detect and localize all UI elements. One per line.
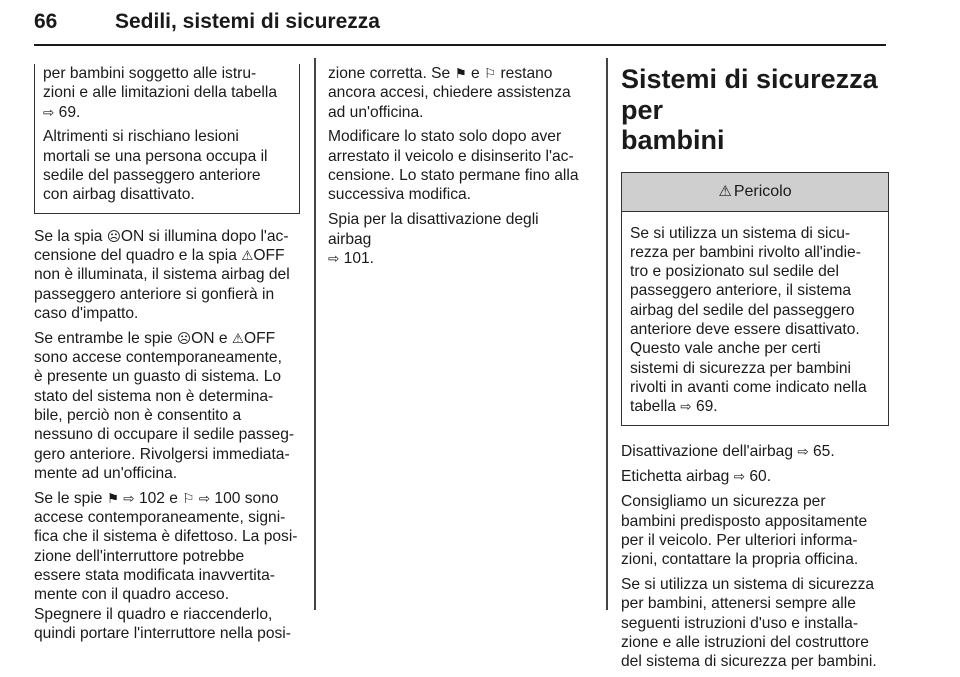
text-line: tro e posizionato sul sedile del [630, 263, 839, 281]
text-line: Questo vale anche per certi [630, 340, 821, 358]
arrow-right-icon: ⇨ [328, 250, 340, 266]
seat-fault-icon: ⚑ [106, 490, 119, 506]
text-run: Se entrambe le spie [34, 329, 178, 347]
text-line: arrestato il veicolo e disinserito l'ac- [328, 147, 574, 165]
cross-reference-link[interactable]: 69. [695, 398, 718, 416]
paragraph-airbag-deactivation [621, 442, 889, 461]
text-line: ancora accesi, chiedere assistenza [328, 84, 571, 102]
airbag-fault-icon: ⚐ [484, 66, 497, 81]
text-line: Se si utilizza un sistema di sicurezza [621, 576, 875, 594]
paragraph-airbag-label [621, 467, 889, 486]
text-line: Spia per la disattivazione degli airbag [328, 211, 539, 248]
text-run: censione del quadro e la spia [34, 246, 242, 264]
seat-fault-icon: ⚑ [454, 66, 467, 81]
text-run: restano [496, 65, 553, 82]
text-line: nessuno di occupare il sedile passeg- [34, 426, 295, 444]
cross-reference-link[interactable]: 65. [813, 443, 835, 461]
text-line: passeggero anteriore si gonfierà in [34, 285, 275, 303]
text-line: essere stata modificata inavvertita- [34, 566, 275, 584]
text-run: zione corretta. Se [328, 65, 455, 82]
header-rule [34, 44, 886, 46]
text-run: Se la spia [34, 227, 107, 245]
column-1 [34, 64, 300, 649]
cross-reference-link[interactable]: 101. [343, 249, 375, 267]
text-line: sono accese contemporaneamente, [34, 349, 282, 367]
paragraph-recommendation [621, 492, 889, 569]
column-2 [328, 64, 586, 274]
text-line: successiva modifica. [328, 186, 471, 204]
text-run: Se le spie [34, 489, 107, 507]
text-line: fica che il sistema è difettoso. La posi- [34, 528, 298, 546]
airbag-on-icon: ☹ [106, 228, 121, 244]
text-line: caso d'impatto. [34, 304, 139, 322]
column-divider-2 [606, 58, 608, 610]
paragraph-instructions [621, 575, 889, 671]
text-run: Disattivazione dell'airbag [621, 443, 798, 461]
paragraph-deactivation-light [328, 210, 586, 268]
text-line: Se si utilizza un sistema di sicu- [630, 224, 851, 242]
paragraph-correct-position [328, 64, 586, 122]
paragraph-both-lights [34, 329, 300, 483]
warning-triangle-icon: ⚠ [718, 182, 732, 200]
text-line: zioni, contattare la propria officina. [621, 551, 859, 569]
text-line: per bambini, attenersi sempre alle [621, 595, 856, 613]
column-3 [621, 64, 889, 677]
text-line: Modificare lo stato solo dopo aver [328, 128, 562, 146]
text-run: e [466, 65, 485, 82]
danger-box-body [622, 212, 888, 426]
danger-box [621, 172, 889, 427]
text-run: ON e [191, 329, 232, 347]
text-line: accese contemporaneamente, signi- [34, 509, 286, 527]
cross-reference-link[interactable]: 60. [749, 468, 772, 486]
arrow-right-icon: ⇨ [680, 399, 692, 415]
page-number: 66 [34, 10, 58, 33]
text-line: per il veicolo. Per ulteriori informa- [621, 531, 858, 549]
text-line: Altrimenti si rischiano lesioni [43, 128, 239, 146]
text-line: zioni e alle limitazioni della tabella [43, 84, 278, 102]
text-line: sedile del passeggero anteriore [43, 167, 261, 185]
box-paragraph-1 [43, 64, 291, 122]
paragraph-airbag-on [34, 227, 300, 323]
arrow-right-icon: ⇨ [733, 469, 746, 485]
text-line: quindi portare l'interruttore nella posi- [34, 624, 291, 642]
cross-reference-link[interactable]: 69. [58, 103, 81, 121]
continued-warning-box [34, 64, 300, 214]
section-heading [621, 64, 889, 156]
airbag-off-icon: ⚠ [231, 330, 244, 346]
text-line: non è illuminata, il sistema airbag del [34, 266, 290, 284]
danger-box-title: Pericolo [733, 182, 792, 200]
paragraph-fault-lights [34, 489, 300, 643]
text-run: OFF [253, 246, 285, 264]
arrow-right-icon: ⇨ [43, 104, 55, 120]
cross-reference-link[interactable]: 100 sono [214, 489, 279, 507]
airbag-off-icon: ⚠ [241, 247, 254, 263]
text-line: bile, perciò non è consentito a [34, 406, 242, 424]
text-line: passeggero anteriore, il sistema [630, 282, 852, 300]
airbag-fault-icon: ⚐ [182, 490, 195, 506]
danger-box-header [622, 173, 888, 212]
heading-line: bambini [621, 125, 725, 155]
text-line: seguenti istruzioni d'uso e installa- [621, 614, 859, 632]
text-line: censione. Lo stato permane fino alla [328, 167, 579, 185]
airbag-on-icon: ☹ [177, 330, 192, 346]
text-line: con airbag disattivato. [43, 186, 195, 204]
box-paragraph-2 [43, 127, 291, 204]
arrow-right-icon: ⇨ [797, 444, 809, 460]
text-line: bambini predisposto appositamente [621, 512, 868, 530]
text-line: Spegnere il quadro e riaccenderlo, [34, 605, 273, 623]
text-line: mortali se una persona occupa il [43, 147, 268, 165]
text-run: ON si illumina dopo l'ac- [120, 227, 289, 245]
text-run: tabella [630, 398, 681, 416]
text-line: stato del sistema non è determina- [34, 387, 274, 405]
text-line: ad un'officina. [328, 103, 424, 121]
text-line: è presente un guasto di sistema. Lo [34, 368, 282, 386]
text-line: del sistema di sicurezza per bambini. [621, 653, 877, 671]
text-line: mente con il quadro acceso. [34, 586, 230, 604]
text-line: rezza per bambini rivolto all'indie- [630, 243, 861, 261]
text-run: OFF [243, 329, 276, 347]
arrow-right-icon: ⇨ [123, 490, 135, 506]
text-line: mente ad un'officina. [34, 464, 178, 482]
text-line: anteriore deve essere disattivato. [630, 320, 860, 338]
text-line: sistemi di sicurezza per bambini [630, 359, 851, 377]
heading-line: Sistemi di sicurezza per [621, 64, 878, 125]
cross-reference-link[interactable]: 102 e [138, 489, 183, 507]
text-line: rivolti in avanti come indicato nella [630, 378, 867, 396]
text-line: zione e alle istruzioni del costruttore [621, 633, 869, 651]
text-line: Consigliamo un sicurezza per [621, 493, 826, 511]
text-line: zione dell'interruttore potrebbe [34, 547, 245, 565]
text-run: Etichetta airbag [621, 468, 734, 486]
arrow-right-icon: ⇨ [198, 490, 211, 506]
text-line: gero anteriore. Rivolgersi immediata- [34, 445, 290, 463]
column-divider-1 [314, 58, 316, 610]
running-title: Sedili, sistemi di sicurezza [115, 10, 380, 33]
text-line: airbag del sedile del passeggero [630, 301, 855, 319]
paragraph-modify-state [328, 127, 586, 204]
text-line: per bambini soggetto alle istru- [43, 65, 257, 82]
